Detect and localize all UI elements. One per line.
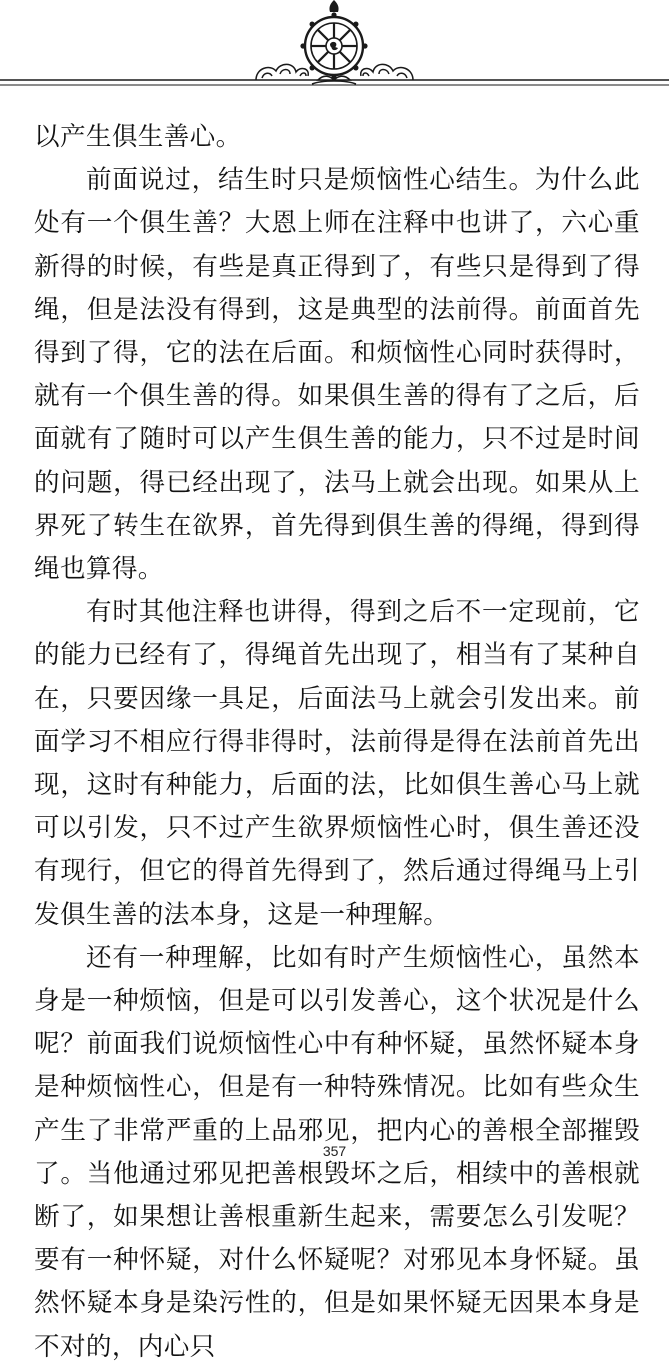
page-number: 357 (322, 1143, 347, 1159)
paragraph-continuation: 以产生俱生善心。 (34, 122, 242, 152)
header-ornament (0, 0, 669, 110)
paragraph: 还有一种理解，比如有时产生烦恼性心，虽然本身是一种烦恼，但是可以引发善心，这个状况是什么呢？前面我们说烦恼性心中有种怀疑，虽然怀疑本身是种烦恼性心，但是有一种特殊情况。比如有些众生产生了非常严重的上品邪见，把内心的善根全部摧毁了。当他通过邪见把善根毁坏之后，相续中的善根就断了，如果想让善根重新生起来，需要怎么引发呢？要有一种怀疑，对什么怀疑呢？对邪见本身怀疑。虽然怀疑本身是染污性的，但是如果怀疑无因果本身是不对的，内心只 (34, 942, 640, 1362)
cloud-scroll-right-icon (361, 64, 413, 80)
cloud-scroll-left-icon (256, 64, 308, 80)
page-header (0, 0, 669, 110)
page-body (34, 116, 640, 1369)
dharma-wheel-icon (300, 0, 367, 84)
paragraph: 前面说过，结生时只是烦恼性心结生。为什么此处有一个俱生善？大恩上师在注释中也讲了，六心重新得的时候，有些是真正得到了，有些只是得到了得绳，但是法没有得到，这是典型的法前得。前面首先得到了得，它的法在后面。和烦恼性心同时获得时，就有一个俱生善的得。如果俱生善的得有了之后，后面就有了随时可以产生俱生善的能力，只不过是时间的问题，得已经出现了，法马上就会出现。如果从上界死了转生在欲界，首先得到俱生善的得绳，得到得绳也算得。 (34, 165, 640, 585)
paragraph: 有时其他注释也讲得，得到之后不一定现前，它的能力已经有了，得绳首先出现了，相当有了某种自在，只要因缘一具足，后面法马上就会引发出来。前面学习不相应行得非得时，法前得是得在法前首先出现，这时有种能力，后面的法，比如俱生善心马上就可以引发，只不过产生欲界烦恼性心时，俱生善还没有现行，但它的得首先得到了，然后通过得绳马上引发俱生善的法本身，这是一种理解。 (34, 597, 640, 930)
